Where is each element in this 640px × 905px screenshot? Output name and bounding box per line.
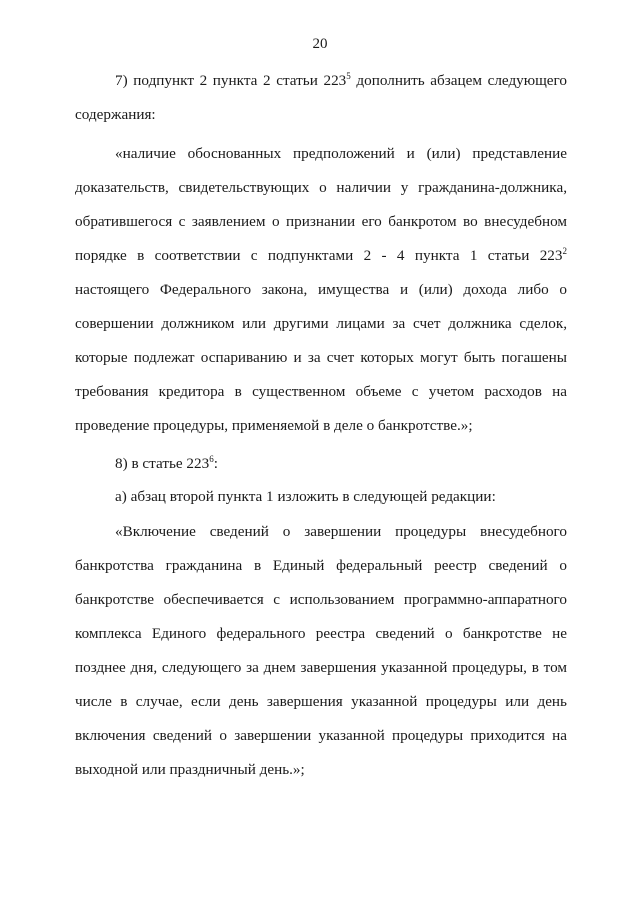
text-line: содержания:	[75, 106, 156, 123]
superscript: 2	[562, 246, 567, 256]
text-line: требования кредитора в существенном объеме с учетом расходов на	[75, 383, 567, 400]
text-line: числе в случае, если день завершения указанной процедуры или день	[75, 693, 567, 710]
text-line	[115, 454, 567, 474]
superscript: 6	[209, 454, 214, 464]
text-line	[75, 246, 567, 266]
text-line: проведение процедуры, применяемой в деле о банкротстве.»;	[75, 417, 473, 434]
page-number: 20	[312, 36, 328, 52]
text-span: порядке в соответствии с подпунктами 2 - 4 пункта 1 статьи 223	[75, 247, 563, 264]
text-line: «Включение сведений о завершении процедуры внесудебного	[115, 523, 567, 540]
text-line: а) абзац второй пункта 1 изложить в следующей редакции:	[115, 488, 496, 505]
text-line: доказательств, свидетельствующих о наличии у гражданина-должника,	[75, 179, 567, 196]
text-span: 8) в статье 223	[115, 455, 210, 472]
text-line: которые подлежат оспариванию и за счет которых могут быть погашены	[75, 349, 567, 366]
text-span: дополнить абзацем следующего	[350, 72, 567, 89]
text-line: банкротстве обеспечивается с использованием программно-аппаратного	[75, 591, 567, 608]
text-line: позднее дня, следующего за днем завершения указанной процедуры, в том	[75, 659, 567, 676]
text-line: совершении должником или другими лицами за счет должника сделок,	[75, 315, 567, 332]
text-line: комплекса Единого федерального реестра сведений о банкротстве не	[75, 625, 567, 642]
text-line	[115, 71, 567, 91]
text-line: банкротства гражданина в Единый федеральный реестр сведений о	[75, 557, 567, 574]
text-span: :	[213, 455, 218, 472]
text-line: обратившегося с заявлением о признании его банкротом во внесудебном	[75, 213, 567, 230]
text-line: настоящего Федерального закона, имущества и (или) дохода либо о	[75, 281, 567, 298]
text-line: «наличие обоснованных предположений и (или) представление	[115, 145, 567, 162]
text-line: включения сведений о завершении указанной процедуры приходится на	[75, 727, 567, 744]
text-line: выходной или праздничный день.»;	[75, 761, 305, 778]
text-span: 7) подпункт 2 пункта 2 статьи 223	[115, 72, 347, 89]
superscript: 5	[346, 71, 351, 81]
